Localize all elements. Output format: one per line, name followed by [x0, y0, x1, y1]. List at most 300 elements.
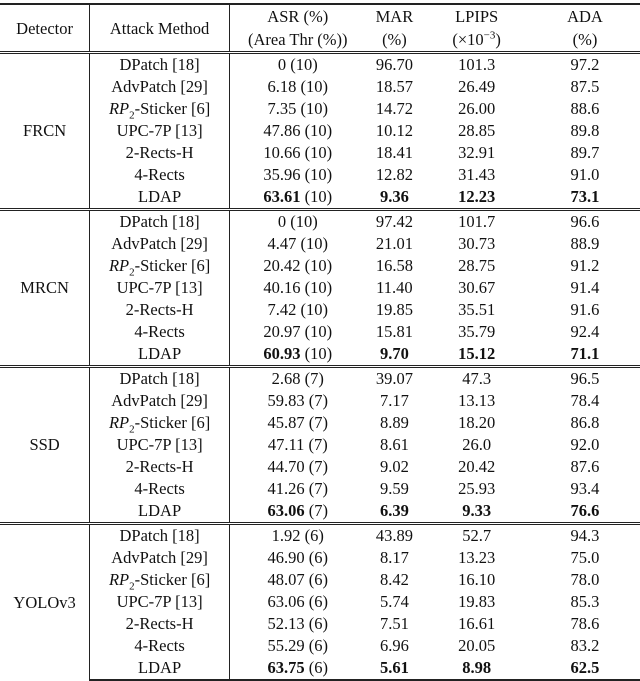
mar-value: 11.40 [376, 278, 413, 297]
ada-cell [530, 299, 640, 321]
ada-value: 86.8 [570, 413, 600, 432]
table-row [0, 321, 640, 343]
area-threshold: (10) [304, 187, 333, 206]
asr-value: 1.92 [271, 526, 301, 545]
ada-cell [530, 367, 640, 391]
asr-value: 4.47 [267, 234, 297, 253]
attack-method-cell [90, 255, 230, 277]
area-threshold: (7) [308, 457, 329, 476]
mar-value: 12.82 [375, 165, 413, 184]
table-header [0, 4, 640, 53]
asr-cell [230, 210, 366, 234]
asr-cell [230, 412, 366, 434]
table-row [0, 591, 640, 613]
area-threshold: (10) [290, 212, 318, 231]
attack-method-cell [90, 98, 230, 120]
ada-value: 83.2 [570, 636, 600, 655]
lpips-value: 13.13 [458, 391, 496, 410]
detector-cell: MRCN [0, 210, 90, 367]
table-row [0, 657, 640, 680]
lpips-value: 31.43 [458, 165, 496, 184]
mar-cell [366, 591, 424, 613]
asr-value: 7.42 [267, 300, 297, 319]
asr-cell [230, 591, 366, 613]
area-threshold: (6) [308, 592, 329, 611]
mar-value: 7.51 [379, 614, 409, 633]
method-math: RP [108, 413, 130, 432]
ada-value: 91.0 [570, 165, 600, 184]
asr-cell [230, 120, 366, 142]
ada-value: 96.6 [570, 212, 600, 231]
lpips-unit-close: ) [495, 30, 501, 49]
lpips-unit-exponent: −3 [483, 29, 496, 42]
detector-cell: FRCN [0, 53, 90, 210]
asr-value: 10.66 [263, 143, 301, 162]
lpips-cell [423, 478, 530, 500]
mar-value: 8.42 [379, 570, 409, 589]
mar-cell [366, 299, 424, 321]
mar-cell [366, 456, 424, 478]
mar-cell [366, 569, 424, 591]
lpips-cell [423, 547, 530, 569]
lpips-cell [423, 613, 530, 635]
lpips-cell [423, 434, 530, 456]
ada-cell [530, 412, 640, 434]
lpips-cell [423, 120, 530, 142]
lpips-value: 26.49 [458, 77, 496, 96]
table-row [0, 53, 640, 77]
ada-cell [530, 210, 640, 234]
lpips-value: 47.3 [462, 369, 492, 388]
table-row [0, 367, 640, 391]
table-row [0, 547, 640, 569]
asr-value: 35.96 [263, 165, 301, 184]
area-threshold: (7) [308, 413, 329, 432]
asr-cell [230, 233, 366, 255]
lpips-value: 28.85 [458, 121, 496, 140]
lpips-value: 30.67 [458, 278, 496, 297]
ada-cell [530, 657, 640, 680]
table-row [0, 210, 640, 234]
mar-value: 9.70 [379, 344, 409, 363]
lpips-value: 15.12 [458, 344, 496, 363]
ada-value: 91.6 [570, 300, 600, 319]
mar-value: 8.17 [379, 548, 409, 567]
ada-cell [530, 478, 640, 500]
ada-cell [530, 321, 640, 343]
asr-value: 6.18 [267, 77, 297, 96]
mar-value: 14.72 [375, 99, 413, 118]
lpips-cell [423, 255, 530, 277]
table-row [0, 186, 640, 210]
mar-cell [366, 478, 424, 500]
asr-value: 55.29 [267, 636, 305, 655]
results-table [0, 3, 640, 681]
table-row [0, 434, 640, 456]
attack-method-cell: AdvPatch [29] [90, 547, 230, 569]
detector-cell: YOLOv3 [0, 524, 90, 681]
lpips-value: 16.61 [458, 614, 496, 633]
mar-cell [366, 164, 424, 186]
asr-cell [230, 390, 366, 412]
area-threshold: (10) [300, 99, 329, 118]
table-row [0, 524, 640, 548]
mar-cell [366, 635, 424, 657]
header-attack-method: Attack Method [90, 4, 230, 53]
ada-cell [530, 76, 640, 98]
header-asr: ASR (%) [230, 4, 366, 28]
ada-value: 71.1 [570, 344, 600, 363]
mar-value: 5.74 [379, 592, 409, 611]
mar-cell [366, 367, 424, 391]
mar-value: 9.36 [379, 187, 409, 206]
area-threshold: (10) [290, 55, 318, 74]
ada-value: 97.2 [570, 55, 600, 74]
table-row [0, 613, 640, 635]
lpips-value: 8.98 [462, 658, 492, 677]
ada-value: 73.1 [570, 187, 600, 206]
lpips-value: 13.23 [458, 548, 496, 567]
attack-method-cell [90, 412, 230, 434]
asr-cell [230, 299, 366, 321]
asr-value: 40.16 [263, 278, 301, 297]
ada-cell [530, 591, 640, 613]
lpips-cell [423, 233, 530, 255]
mar-cell [366, 53, 424, 77]
area-threshold: (6) [308, 614, 329, 633]
ada-cell [530, 255, 640, 277]
mar-value: 15.81 [375, 322, 413, 341]
mar-value: 97.42 [375, 212, 413, 231]
header-lpips-unit [423, 28, 530, 53]
table-row [0, 98, 640, 120]
ada-value: 87.5 [570, 77, 600, 96]
asr-value: 0 [277, 55, 287, 74]
area-threshold: (7) [308, 391, 329, 410]
asr-value: 52.13 [267, 614, 305, 633]
area-threshold: (7) [308, 479, 329, 498]
asr-cell [230, 613, 366, 635]
mar-value: 21.01 [375, 234, 413, 253]
header-ada-unit: (%) [530, 28, 640, 53]
asr-value: 7.35 [267, 99, 297, 118]
attack-method-cell: 4-Rects [90, 635, 230, 657]
ada-value: 92.4 [570, 322, 600, 341]
attack-method-cell: 4-Rects [90, 321, 230, 343]
area-threshold: (10) [304, 121, 333, 140]
table-row [0, 277, 640, 299]
asr-cell [230, 142, 366, 164]
asr-value: 63.75 [267, 658, 305, 677]
asr-value: 63.06 [267, 501, 305, 520]
ada-cell [530, 120, 640, 142]
lpips-value: 19.83 [458, 592, 496, 611]
table-row [0, 412, 640, 434]
lpips-cell [423, 53, 530, 77]
mar-cell [366, 434, 424, 456]
method-subscript: 2 [129, 109, 135, 122]
lpips-cell [423, 142, 530, 164]
ada-value: 78.4 [570, 391, 600, 410]
table-row [0, 343, 640, 367]
table-row [0, 635, 640, 657]
ada-cell [530, 53, 640, 77]
area-threshold: (10) [304, 278, 333, 297]
lpips-cell [423, 657, 530, 680]
asr-value: 47.86 [263, 121, 301, 140]
lpips-cell [423, 635, 530, 657]
mar-value: 96.70 [375, 55, 413, 74]
ada-value: 91.4 [570, 278, 600, 297]
mar-cell [366, 321, 424, 343]
lpips-value: 12.23 [458, 187, 496, 206]
asr-cell [230, 547, 366, 569]
asr-value: 20.42 [263, 256, 301, 275]
lpips-value: 35.79 [458, 322, 496, 341]
ada-value: 78.0 [570, 570, 600, 589]
asr-value: 45.87 [267, 413, 305, 432]
asr-value: 60.93 [263, 344, 301, 363]
lpips-cell [423, 321, 530, 343]
attack-method-cell: 2-Rects-H [90, 142, 230, 164]
ada-cell [530, 500, 640, 524]
lpips-cell [423, 186, 530, 210]
ada-cell [530, 635, 640, 657]
table-row [0, 164, 640, 186]
attack-method-cell [90, 569, 230, 591]
attack-method-cell: AdvPatch [29] [90, 390, 230, 412]
asr-cell [230, 53, 366, 77]
area-threshold: (10) [304, 322, 333, 341]
mar-value: 10.12 [375, 121, 413, 140]
area-threshold: (10) [300, 77, 329, 96]
lpips-value: 35.51 [458, 300, 496, 319]
asr-cell [230, 657, 366, 680]
area-threshold: (7) [308, 501, 329, 520]
asr-cell [230, 569, 366, 591]
area-threshold: (6) [308, 658, 329, 677]
attack-method-cell: UPC-7P [13] [90, 591, 230, 613]
ada-value: 78.6 [570, 614, 600, 633]
attack-method-cell: DPatch [18] [90, 524, 230, 548]
lpips-value: 20.05 [458, 636, 496, 655]
method-subscript: 2 [129, 580, 135, 593]
asr-value: 63.06 [267, 592, 305, 611]
asr-cell [230, 478, 366, 500]
table-row [0, 569, 640, 591]
table-row [0, 233, 640, 255]
lpips-value: 20.42 [458, 457, 496, 476]
lpips-cell [423, 390, 530, 412]
table-row [0, 142, 640, 164]
ada-cell [530, 98, 640, 120]
attack-method-cell: UPC-7P [13] [90, 120, 230, 142]
header-asr-sub: (Area Thr (%)) [230, 28, 366, 53]
asr-value: 44.70 [267, 457, 305, 476]
lpips-cell [423, 367, 530, 391]
header-lpips: LPIPS [423, 4, 530, 28]
header-mar: MAR [366, 4, 424, 28]
mar-cell [366, 547, 424, 569]
ada-value: 85.3 [570, 592, 600, 611]
header-ada: ADA [530, 4, 640, 28]
method-math: RP [108, 99, 130, 118]
mar-value: 18.41 [375, 143, 413, 162]
table-row [0, 500, 640, 524]
lpips-cell [423, 277, 530, 299]
attack-method-cell: DPatch [18] [90, 210, 230, 234]
ada-value: 88.9 [570, 234, 600, 253]
mar-value: 8.61 [379, 435, 409, 454]
table-row [0, 299, 640, 321]
attack-method-cell: UPC-7P [13] [90, 277, 230, 299]
area-threshold: (7) [308, 435, 328, 454]
ada-value: 88.6 [570, 99, 600, 118]
mar-cell [366, 142, 424, 164]
asr-value: 0 [277, 212, 287, 231]
attack-method-cell: LDAP [90, 500, 230, 524]
lpips-value: 52.7 [462, 526, 492, 545]
mar-cell [366, 186, 424, 210]
mar-cell [366, 500, 424, 524]
attack-method-cell: DPatch [18] [90, 367, 230, 391]
mar-cell [366, 76, 424, 98]
asr-cell [230, 635, 366, 657]
ada-cell [530, 233, 640, 255]
ada-cell [530, 186, 640, 210]
ada-cell [530, 524, 640, 548]
mar-cell [366, 120, 424, 142]
lpips-cell [423, 98, 530, 120]
lpips-value: 32.91 [458, 143, 496, 162]
attack-method-cell: 2-Rects-H [90, 613, 230, 635]
asr-cell [230, 343, 366, 367]
ada-cell [530, 456, 640, 478]
attack-method-cell: UPC-7P [13] [90, 434, 230, 456]
mar-value: 8.89 [379, 413, 409, 432]
lpips-value: 26.00 [458, 99, 496, 118]
asr-cell [230, 524, 366, 548]
area-threshold: (6) [308, 636, 329, 655]
mar-cell [366, 390, 424, 412]
mar-value: 43.89 [375, 526, 413, 545]
mar-cell [366, 613, 424, 635]
lpips-value: 25.93 [458, 479, 496, 498]
area-threshold: (10) [304, 143, 333, 162]
method-subscript: 2 [129, 266, 135, 279]
asr-value: 47.11 [267, 435, 305, 454]
ada-cell [530, 164, 640, 186]
ada-cell [530, 142, 640, 164]
method-subscript: 2 [129, 423, 135, 436]
attack-method-cell: 2-Rects-H [90, 456, 230, 478]
lpips-cell [423, 591, 530, 613]
lpips-cell [423, 210, 530, 234]
asr-cell [230, 186, 366, 210]
table-body [0, 53, 640, 681]
method-math: RP [108, 570, 130, 589]
ada-cell [530, 613, 640, 635]
asr-value: 63.61 [263, 187, 301, 206]
attack-method-cell: 4-Rects [90, 478, 230, 500]
asr-value: 2.68 [271, 369, 301, 388]
lpips-value: 26.0 [462, 435, 492, 454]
area-threshold: (10) [300, 234, 329, 253]
method-rest: -Sticker [6] [134, 413, 211, 432]
area-threshold: (10) [304, 165, 333, 184]
mar-value: 18.57 [375, 77, 413, 96]
ada-cell [530, 569, 640, 591]
mar-value: 16.58 [375, 256, 413, 275]
mar-cell [366, 657, 424, 680]
area-threshold: (10) [300, 300, 329, 319]
method-rest: -Sticker [6] [134, 99, 211, 118]
lpips-cell [423, 524, 530, 548]
mar-cell [366, 277, 424, 299]
mar-value: 5.61 [379, 658, 409, 677]
mar-value: 19.85 [375, 300, 413, 319]
asr-value: 59.83 [267, 391, 305, 410]
mar-value: 9.02 [379, 457, 409, 476]
asr-cell [230, 255, 366, 277]
attack-method-cell: AdvPatch [29] [90, 233, 230, 255]
area-threshold: (10) [304, 256, 333, 275]
ada-cell [530, 277, 640, 299]
attack-method-cell: 4-Rects [90, 164, 230, 186]
lpips-value: 101.3 [458, 55, 496, 74]
asr-cell [230, 456, 366, 478]
table-row [0, 255, 640, 277]
asr-cell [230, 367, 366, 391]
attack-method-cell: DPatch [18] [90, 53, 230, 77]
lpips-value: 101.7 [458, 212, 496, 231]
lpips-unit-base: (×10 [452, 30, 484, 49]
mar-cell [366, 412, 424, 434]
method-rest: -Sticker [6] [134, 256, 211, 275]
lpips-value: 9.33 [462, 501, 492, 520]
table-row [0, 456, 640, 478]
attack-method-cell: LDAP [90, 657, 230, 680]
ada-value: 96.5 [570, 369, 600, 388]
mar-value: 39.07 [375, 369, 413, 388]
method-math: RP [108, 256, 130, 275]
asr-value: 20.97 [263, 322, 301, 341]
lpips-value: 30.73 [458, 234, 496, 253]
area-threshold: (6) [308, 548, 329, 567]
table-row [0, 390, 640, 412]
lpips-cell [423, 569, 530, 591]
ada-cell [530, 547, 640, 569]
mar-cell [366, 524, 424, 548]
asr-value: 48.07 [267, 570, 305, 589]
mar-cell [366, 210, 424, 234]
ada-value: 62.5 [570, 658, 600, 677]
asr-cell [230, 98, 366, 120]
header-detector: Detector [0, 4, 90, 53]
ada-value: 89.8 [570, 121, 600, 140]
table-row [0, 76, 640, 98]
area-threshold: (7) [304, 369, 324, 388]
lpips-cell [423, 76, 530, 98]
ada-value: 87.6 [570, 457, 600, 476]
asr-value: 41.26 [267, 479, 305, 498]
lpips-cell [423, 500, 530, 524]
lpips-cell [423, 456, 530, 478]
ada-value: 91.2 [570, 256, 600, 275]
ada-value: 89.7 [570, 143, 600, 162]
table-row [0, 478, 640, 500]
lpips-cell [423, 299, 530, 321]
